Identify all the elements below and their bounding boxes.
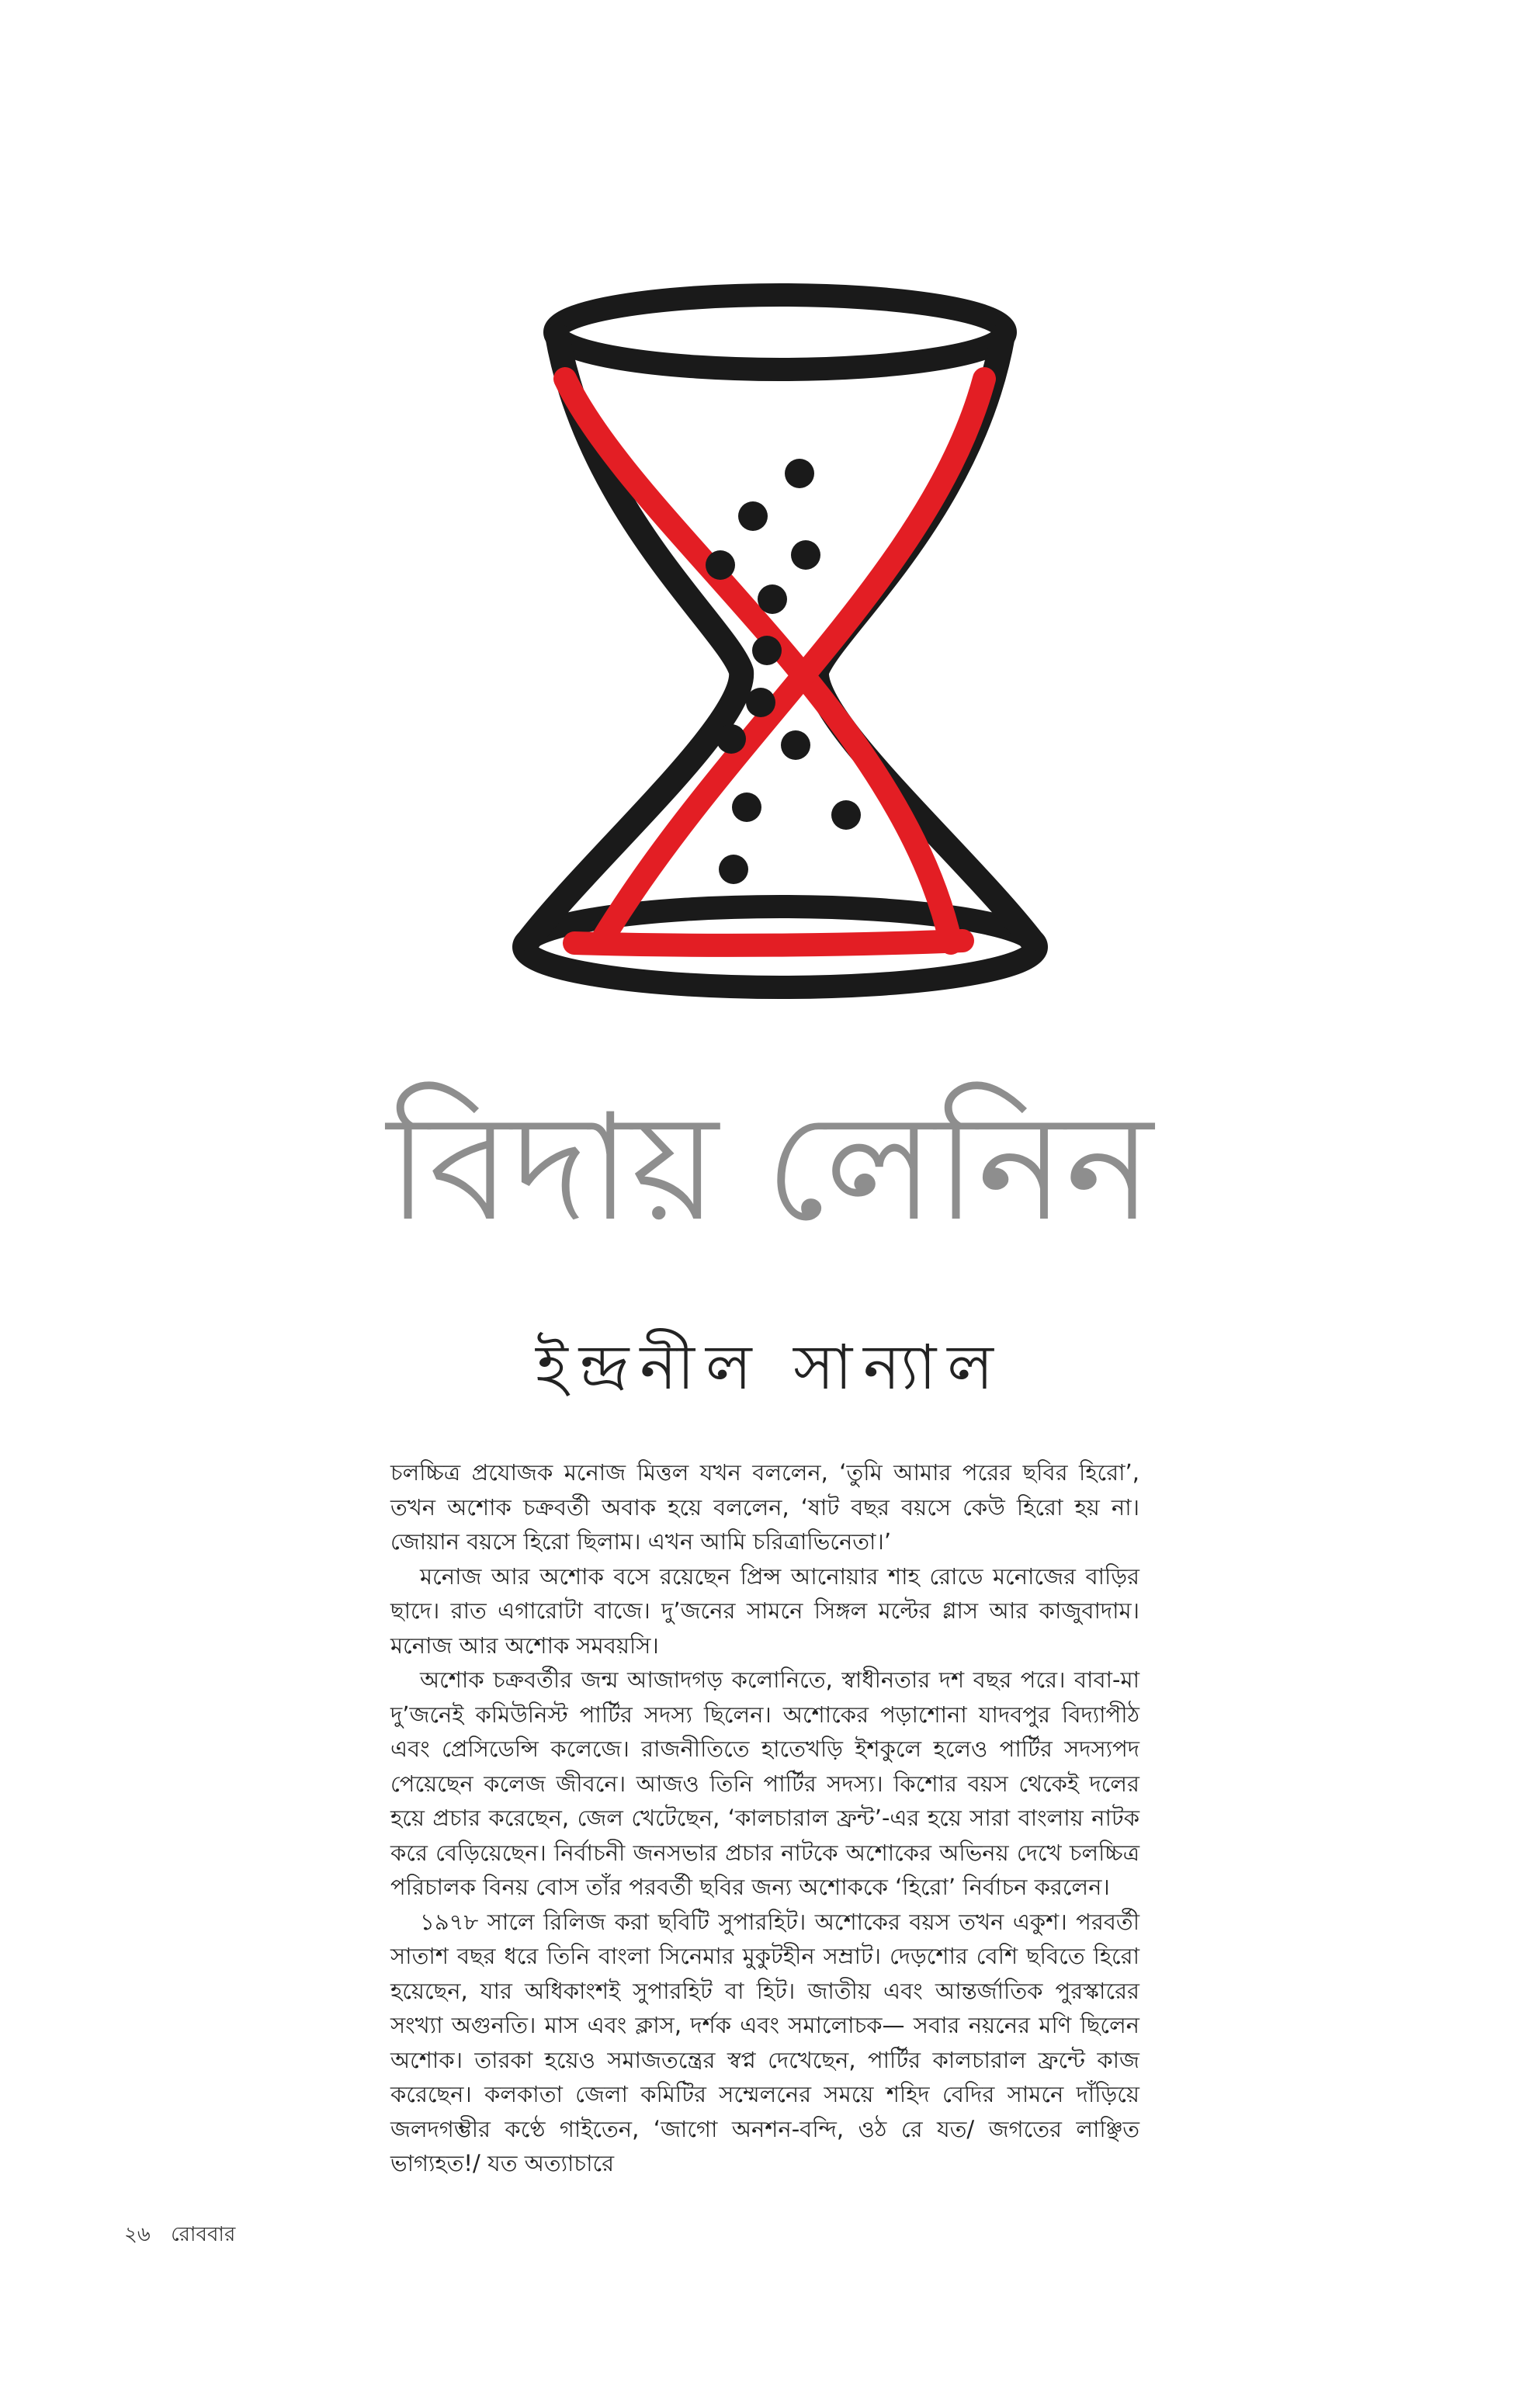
hourglass-illustration (497, 279, 1056, 1025)
page-footer (124, 2218, 249, 2253)
paragraph: ১৯৭৮ সালে রিলিজ করা ছবিটি সুপারহিট। অশোকের বয়স তখন একুশ। পরবর্তী সাতাশ বছর ধরে তিনি বাংলা সিনেমার মুকুটহীন সম্রাট। দেড়শোর বেশি ছবিতে হিরো হয়েছেন, যার অধিকাংশই সুপারহিট বা হিট। জাতীয় এবং আন্তর্জাতিক পুরস্কারের সংখ্যা অগুনতি। মাস এবং ক্লাস, দর্শক এবং সমালোচক— সবার নয়নের মণি ছিলেন অশোক। তারকা হয়েও সমাজতন্ত্রের স্বপ্ন দেখেছেন, পার্টির কালচারাল ফ্রন্টে কাজ করেছেন। কলকাতা জেলা কমিটির সম্মেলনের সময়ে শহিদ বেদির সামনে দাঁড়িয়ে জলদগম্ভীর কণ্ঠে গাইতেন, ‘জাগো অনশন-বন্দি, ওঠ রে যত/ জগতের লাঞ্ছিত ভাগ্যহত!/ যত অত্যাচারে (390, 1908, 1139, 2176)
magazine-name: রোববার (171, 2223, 236, 2246)
page-number: ২৬ (124, 2223, 151, 2246)
article-body (390, 1455, 1139, 2181)
hourglass-icon (524, 295, 1036, 987)
paragraph: চলচ্চিত্র প্রযোজক মনোজ মিত্তল যখন বললেন, ‘তুমি আমার পরের ছবির হিরো’, তখন অশোক চক্রবর্তী অবাক হয়ে বললেন, ‘ষাট বছর বয়সে কেউ হিরো হয় না। জোয়ান বয়সে হিরো ছিলাম। এখন আমি চরিত্রাভিনেতা।’ (390, 1459, 1139, 1555)
author-byline: ইন্দ্রনীল সান্যাল (536, 1331, 1004, 1403)
article-title: বিদায় লেনিন (387, 1082, 1153, 1254)
paragraph: অশোক চক্রবর্তীর জন্ম আজাদগড় কলোনিতে, স্বাধীনতার দশ বছর পরে। বাবা-মা দু’জনেই কমিউনিস্ট পার্টির সদস্য ছিলেন। অশোকের পড়াশোনা যাদবপুর বিদ্যাপীঠ এবং প্রেসিডেন্সি কলেজে। রাজনীতিতে হাতেখড়ি ইশকুলে হলেও পার্টির সদস্যপদ পেয়েছেন কলেজ জীবনে। আজও তিনি পার্টির সদস্য। কিশোর বয়স থেকেই দলের হয়ে প্রচার করেছেন, জেল খেটেছেন, ‘কালচারাল ফ্রন্ট’-এর হয়ে সারা বাংলায় নাটক করে বেড়িয়েছেন। নির্বাচনী জনসভার প্রচার নাটকে অশোকের অভিনয় দেখে চলচ্চিত্র পরিচালক বিনয় বোস তাঁর পরবর্তী ছবির জন্য অশোককে ‘হিরো’ নির্বাচন করলেন। (390, 1666, 1139, 1900)
paragraph: মনোজ আর অশোক বসে রয়েছেন প্রিন্স আনোয়ার শাহ রোডে মনোজের বাড়ির ছাদে। রাত এগারোটা বাজে। দু’জনের সামনে সিঙ্গল মল্টের গ্লাস আর কাজুবাদাম। মনোজ আর অশোক সমবয়সি। (390, 1562, 1139, 1659)
